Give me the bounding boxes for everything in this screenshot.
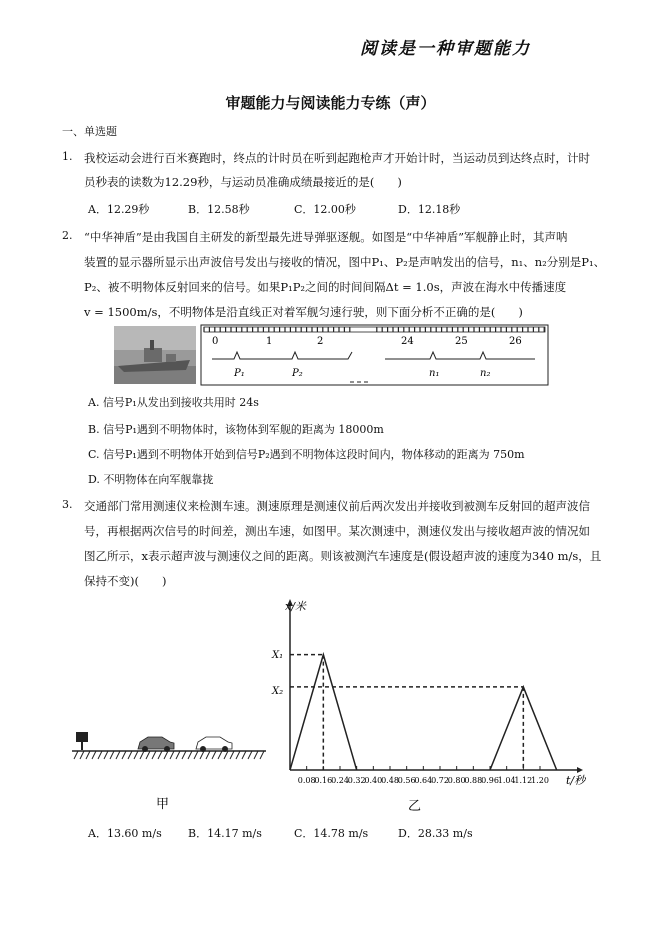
road-hatch-line xyxy=(224,751,228,759)
chart-x-tick-label: 0.08 xyxy=(297,776,316,785)
road-hatch-line xyxy=(212,751,216,759)
scale-label-1: 1 xyxy=(266,336,273,347)
question-1-number: 1. xyxy=(62,150,73,163)
question-2-option-a[interactable]: A. 信号P₁从发出到接收共用时 24s xyxy=(88,396,259,409)
figure-jia-road xyxy=(68,720,268,820)
road-hatch-line xyxy=(248,751,252,759)
road-hatch-line xyxy=(260,751,264,759)
road-hatch-line xyxy=(158,751,162,759)
question-1-option-b[interactable]: B．12.58秒 xyxy=(188,203,250,216)
road-hatch-line xyxy=(206,751,210,759)
road-hatch-line xyxy=(128,751,132,759)
chart-lines xyxy=(290,655,557,770)
road-hatch-line xyxy=(80,751,84,759)
chart-x-label: t/秒 xyxy=(566,774,586,787)
road-hatch-line xyxy=(194,751,198,759)
chart-x-tick-label: 0.24 xyxy=(331,776,349,785)
figure-jia-label: 甲 xyxy=(156,797,170,812)
chart-x-tick-label: 0.80 xyxy=(447,776,466,785)
question-3-option-a[interactable]: A．13.60 m/s xyxy=(88,827,162,840)
speed-camera-icon xyxy=(76,732,88,742)
road-hatch-line xyxy=(242,751,246,759)
road-hatch-line xyxy=(116,751,120,759)
road-hatch-line xyxy=(152,751,156,759)
chart-x-tick-label: 0.96 xyxy=(481,776,499,785)
road-hatch-line xyxy=(182,751,186,759)
road-hatch-line xyxy=(122,751,126,759)
road-hatch-line xyxy=(176,751,180,759)
pulse-label-p2: P₂ xyxy=(292,368,303,379)
chart-axes xyxy=(287,599,583,773)
scale-label-24: 24 xyxy=(401,336,414,347)
question-3-option-d[interactable]: D．28.33 m/s xyxy=(398,827,473,840)
car-far-icon xyxy=(196,737,232,752)
pulse-label-n1: n₁ xyxy=(429,368,440,379)
sonar-scale-ruler xyxy=(204,327,545,332)
road-hatch-line xyxy=(254,751,258,759)
road-hatch-line xyxy=(74,751,78,759)
question-2-line-4: v = 1500m/s，不明物体是沿直线正对着军舰匀速行驶，则下面分析不正确的是( ) xyxy=(84,305,523,319)
question-3-number: 3. xyxy=(62,498,73,511)
section-heading: 一、单选题 xyxy=(62,125,117,138)
question-2-line-1: “中华神盾”是由我国自主研发的新型最先进导弹驱逐舰。如图是“中华神盾”军舰静止时，其声呐 xyxy=(84,230,568,244)
chart-y-tick-x1: X₁ xyxy=(272,650,284,661)
road-hatch-line xyxy=(164,751,168,759)
question-2-line-2: 装置的显示器所显示出声波信号发出与接收的情况，图中P₁、P₂是声呐发出的信号，n₁、n₂分别是P₁、 xyxy=(84,255,606,269)
question-1-option-c[interactable]: C．12.00秒 xyxy=(294,203,356,216)
question-3-line-2: 号，再根据两次信号的时间差，测出车速，如图甲。某次测速中，测速仪发出与接收超声波的情况如 xyxy=(84,524,590,538)
road-hatch-line xyxy=(170,751,174,759)
road-hatch-line xyxy=(188,751,192,759)
question-2-number: 2. xyxy=(62,229,73,242)
question-3-line-1: 交通部门常用测速仪来检测车速。测速原理是测速仪前后两次发出并接收到被测车反射回的超声波信 xyxy=(84,499,590,513)
road-hatch-line xyxy=(92,751,96,759)
road-hatch-line xyxy=(230,751,234,759)
scale-label-25: 25 xyxy=(455,336,468,347)
chart-x-tick-label: 0.56 xyxy=(397,776,416,785)
chart-x-tick-label: 0.16 xyxy=(314,776,333,785)
chart-x-tick-label: 1.12 xyxy=(514,776,533,785)
road-hatching xyxy=(74,751,264,759)
scale-label-26: 26 xyxy=(509,336,522,347)
chart-y-label: x/米 xyxy=(285,600,306,613)
question-3-option-c[interactable]: C．14.78 m/s xyxy=(294,827,369,840)
question-2-option-b[interactable]: B. 信号P₁遇到不明物体时，该物体到军舰的距离为 18000m xyxy=(88,423,384,436)
header-slogan: 阅读是一种审题能力 xyxy=(360,39,531,59)
chart-x-tick-label: 0.64 xyxy=(414,776,433,785)
figure-yi-label: 乙 xyxy=(408,799,422,814)
road-hatch-line xyxy=(218,751,222,759)
question-1-line-2: 员秒表的读数为12.29秒，与运动员准确成绩最接近的是( ) xyxy=(84,175,402,189)
road-hatch-line xyxy=(200,751,204,759)
chart-x-tick-label: 0.88 xyxy=(464,776,483,785)
scale-label-2: 2 xyxy=(317,336,324,347)
question-1-option-a[interactable]: A．12.29秒 xyxy=(88,203,150,216)
pulse-label-p1: P₁ xyxy=(234,368,245,379)
question-2-line-3: P₂、被不明物体反射回来的信号。如果P₁P₂之间的时间间隔Δt = 1.0s，声波在海水中传播速度 xyxy=(84,280,567,294)
question-2-option-c[interactable]: C. 信号P₁遇到不明物体开始到信号P₂遇到不明物体这段时间内，物体移动的距离为 750m xyxy=(88,448,525,461)
question-3-option-b[interactable]: B．14.17 m/s xyxy=(188,827,262,840)
chart-x-tick-label: 1.20 xyxy=(531,776,549,785)
chart-x-arrow xyxy=(577,767,583,773)
car-near-icon xyxy=(138,737,174,752)
figure-yi-chart xyxy=(270,592,600,822)
chart-x-tick-label: 0.72 xyxy=(431,776,449,785)
chart-x-tick-label: 0.40 xyxy=(364,776,383,785)
road-hatch-line xyxy=(140,751,144,759)
question-1-line-1: 我校运动会进行百米赛跑时，终点的计时员在听到起跑枪声才开始计时，当运动员到达终点时，计时 xyxy=(84,151,590,165)
road-hatch-line xyxy=(98,751,102,759)
warship-photo xyxy=(114,326,196,384)
question-2-option-d[interactable]: D. 不明物体在向军舰靠拢 xyxy=(88,473,214,486)
page-title: 审题能力与阅读能力专练（声） xyxy=(225,94,436,112)
road-hatch-line xyxy=(146,751,150,759)
question-3-line-4: 保持不变)( ) xyxy=(84,574,167,588)
road-hatch-line xyxy=(236,751,240,759)
chart-x-ticks xyxy=(298,766,549,785)
question-3-line-3: 图乙所示，x表示超声波与测速仪之间的距离。则该被测汽车速度是(假设超声波的速度为340 m/s，且 xyxy=(84,549,602,563)
pulse-label-n2: n₂ xyxy=(480,368,491,379)
chart-x-tick-label: 1.04 xyxy=(497,776,516,785)
chart-y-tick-x2: X₂ xyxy=(272,686,284,697)
road-hatch-line xyxy=(134,751,138,759)
road-hatch-line xyxy=(86,751,90,759)
chart-x-tick-label: 0.48 xyxy=(381,776,399,785)
road-hatch-line xyxy=(104,751,108,759)
road-hatch-line xyxy=(110,751,114,759)
chart-x-tick-label: 0.32 xyxy=(347,776,366,785)
sonar-display xyxy=(200,324,550,386)
scale-label-0: 0 xyxy=(212,336,219,347)
question-1-option-d[interactable]: D．12.18秒 xyxy=(398,203,461,216)
